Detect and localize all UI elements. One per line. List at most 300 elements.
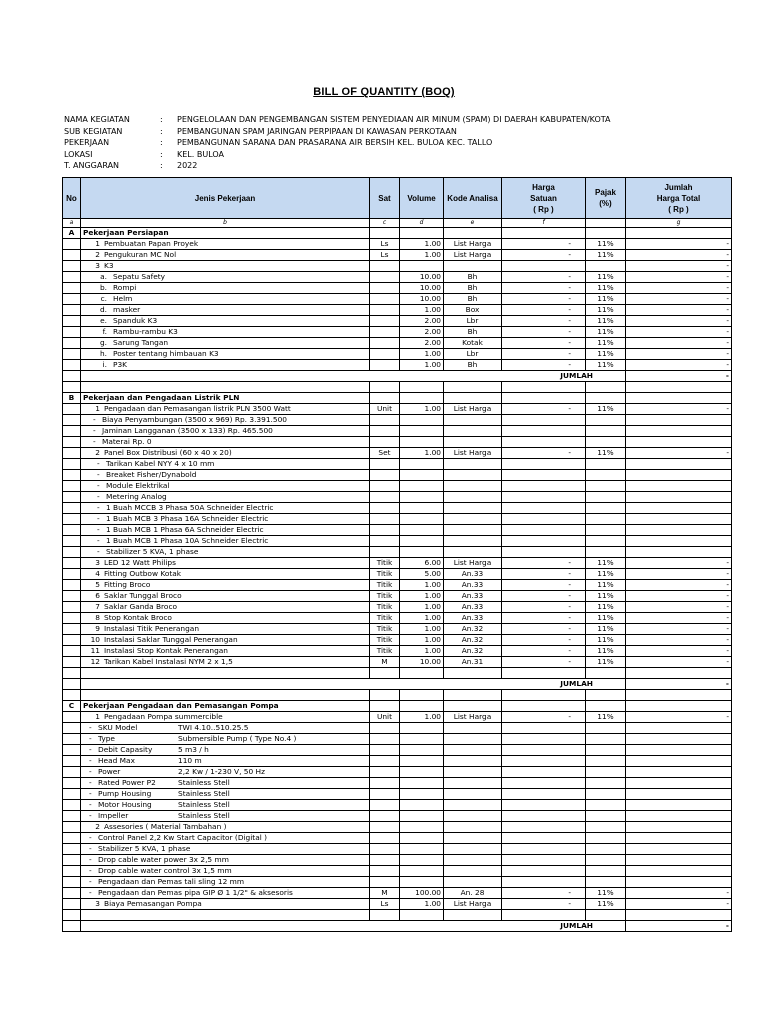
unit-price-cell xyxy=(502,844,586,855)
item-label: Tarikan Kabel Instalasi NYM 2 x 1,5 xyxy=(104,657,233,666)
empty-cell xyxy=(63,800,81,811)
volume-cell xyxy=(400,833,444,844)
item-label: 1 Buah MCB 1 Phasa 10A Schneider Electric xyxy=(106,536,269,545)
item-number: 3 xyxy=(95,558,100,567)
analysis-code-cell: List Harga xyxy=(444,250,502,261)
spec-value: 2,2 Kw / 1-230 V, 50 Hz xyxy=(178,767,265,776)
tax-cell xyxy=(586,547,626,558)
tax-cell: 11% xyxy=(586,558,626,569)
volume-cell xyxy=(400,525,444,536)
volume-cell: 1.00 xyxy=(400,899,444,910)
item-label: LED 12 Watt Philips xyxy=(104,558,176,567)
boq-table xyxy=(62,177,732,932)
unit-cell xyxy=(370,745,400,756)
unit-price-cell xyxy=(502,811,586,822)
col-header-kode: Kode Analisa xyxy=(444,178,502,219)
table-row xyxy=(63,624,732,635)
tax-cell: 11% xyxy=(586,316,626,327)
table-row xyxy=(63,316,732,327)
tax-cell xyxy=(586,514,626,525)
tax-cell: 11% xyxy=(586,580,626,591)
work-item-name xyxy=(81,437,370,448)
section-code: A xyxy=(63,228,81,239)
tax-cell xyxy=(586,503,626,514)
empty-cell xyxy=(444,690,502,701)
analysis-code-cell: An.33 xyxy=(444,580,502,591)
unit-cell xyxy=(370,767,400,778)
item-label: Breaket Fisher/Dynabold xyxy=(106,470,197,479)
total-price-cell: - xyxy=(626,712,732,723)
column-letter-row xyxy=(63,219,732,228)
meta-row xyxy=(64,160,744,172)
spec-value: 5 m3 / h xyxy=(178,745,209,754)
empty-cell xyxy=(63,283,81,294)
tax-cell: 11% xyxy=(586,305,626,316)
empty-cell xyxy=(63,503,81,514)
unit-cell: M xyxy=(370,888,400,899)
item-label: Stabilizer 5 KVA, 1 phase xyxy=(106,547,199,556)
tax-cell xyxy=(586,723,626,734)
subtotal-label: JUMLAH xyxy=(560,371,593,380)
volume-cell xyxy=(400,866,444,877)
work-item-name xyxy=(81,888,370,899)
unit-price-cell: - xyxy=(502,404,586,415)
table-row xyxy=(63,272,732,283)
empty-cell xyxy=(63,305,81,316)
unit-cell: Set xyxy=(370,448,400,459)
item-label: Spanduk K3 xyxy=(113,316,158,325)
item-number: 1 xyxy=(95,712,100,721)
table-row xyxy=(63,239,732,250)
work-item-name xyxy=(81,514,370,525)
column-letter: c xyxy=(370,219,400,228)
total-price-cell xyxy=(626,481,732,492)
table-row xyxy=(63,360,732,371)
total-price-cell: - xyxy=(626,899,732,910)
analysis-code-cell: An.32 xyxy=(444,624,502,635)
item-label: Control Panel 2,2 Kw Start Capacitor (Digital ) xyxy=(98,833,268,842)
item-label: Saklar Ganda Broco xyxy=(104,602,178,611)
unit-price-cell: - xyxy=(502,239,586,250)
unit-price-cell xyxy=(502,800,586,811)
work-item-name xyxy=(81,426,370,437)
table-row xyxy=(63,723,732,734)
empty-cell xyxy=(586,382,626,393)
unit-price-cell: - xyxy=(502,624,586,635)
unit-price-cell: - xyxy=(502,635,586,646)
meta-row xyxy=(64,137,744,149)
unit-price-cell xyxy=(502,525,586,536)
analysis-code-cell: List Harga xyxy=(444,239,502,250)
empty-cell xyxy=(502,668,586,679)
section-title: Pekerjaan Persiapan xyxy=(81,228,370,239)
table-row xyxy=(63,833,732,844)
unit-cell xyxy=(370,470,400,481)
empty-cell xyxy=(81,668,370,679)
total-price-cell: - xyxy=(626,283,732,294)
unit-price-cell: - xyxy=(502,250,586,261)
total-price-cell: - xyxy=(626,646,732,657)
unit-cell xyxy=(370,415,400,426)
dash-marker: - xyxy=(89,844,92,853)
volume-cell: 1.00 xyxy=(400,624,444,635)
item-number: 2 xyxy=(95,448,100,457)
empty-cell xyxy=(63,294,81,305)
empty-cell xyxy=(63,382,81,393)
volume-cell xyxy=(400,547,444,558)
empty-cell xyxy=(63,602,81,613)
empty-cell xyxy=(63,404,81,415)
unit-price-cell: - xyxy=(502,569,586,580)
unit-price-cell xyxy=(502,261,586,272)
meta-label: PEKERJAAN xyxy=(64,138,110,147)
volume-cell xyxy=(400,481,444,492)
empty-cell xyxy=(63,668,81,679)
volume-cell xyxy=(400,756,444,767)
work-item-name xyxy=(81,250,370,261)
spec-value: Stainless Stell xyxy=(178,800,230,809)
subtotal-value: - xyxy=(626,679,732,690)
dash-marker: - xyxy=(89,734,92,743)
unit-price-cell xyxy=(502,778,586,789)
tax-cell: 11% xyxy=(586,899,626,910)
work-item-name xyxy=(81,734,370,745)
tax-cell xyxy=(586,437,626,448)
dash-marker: - xyxy=(89,877,92,886)
tax-cell: 11% xyxy=(586,239,626,250)
dash-marker: - xyxy=(93,415,96,424)
col-header-harga xyxy=(502,178,586,219)
table-row xyxy=(63,756,732,767)
work-item-name xyxy=(81,855,370,866)
empty-cell xyxy=(586,701,626,712)
section-row xyxy=(63,701,732,712)
empty-cell xyxy=(626,382,732,393)
analysis-code-cell: Bh xyxy=(444,272,502,283)
unit-cell xyxy=(370,756,400,767)
item-number: 11 xyxy=(90,646,100,655)
unit-price-cell xyxy=(502,503,586,514)
total-price-cell xyxy=(626,547,732,558)
total-price-cell: - xyxy=(626,261,732,272)
empty-cell xyxy=(502,701,586,712)
unit-cell xyxy=(370,437,400,448)
volume-cell xyxy=(400,745,444,756)
analysis-code-cell: An.32 xyxy=(444,635,502,646)
dash-marker: - xyxy=(89,866,92,875)
work-item-name xyxy=(81,327,370,338)
volume-cell: 1.00 xyxy=(400,635,444,646)
item-label: P3K xyxy=(113,360,128,369)
column-letter: d xyxy=(400,219,444,228)
unit-price-cell xyxy=(502,415,586,426)
analysis-code-cell xyxy=(444,833,502,844)
item-number: 8 xyxy=(95,613,100,622)
table-row xyxy=(63,580,732,591)
empty-cell xyxy=(63,811,81,822)
jumlah-line: Jumlah xyxy=(664,182,693,192)
item-number: 3 xyxy=(95,899,100,908)
spec-label: SKU Model xyxy=(98,723,138,732)
tax-cell xyxy=(586,811,626,822)
item-number: 4 xyxy=(95,569,100,578)
empty-cell xyxy=(63,866,81,877)
work-item-name xyxy=(81,283,370,294)
empty-cell xyxy=(63,316,81,327)
table-row xyxy=(63,448,732,459)
dash-marker: - xyxy=(89,723,92,732)
empty-cell xyxy=(63,712,81,723)
unit-price-cell: - xyxy=(502,646,586,657)
subtotal-row xyxy=(63,921,732,932)
unit-price-cell xyxy=(502,437,586,448)
unit-price-cell: - xyxy=(502,305,586,316)
volume-cell xyxy=(400,426,444,437)
item-label: Poster tentang himbauan K3 xyxy=(113,349,219,358)
empty-cell xyxy=(370,690,400,701)
tax-cell: 11% xyxy=(586,349,626,360)
work-item-name xyxy=(81,239,370,250)
subtotal-label-cell xyxy=(81,679,626,690)
total-price-cell: - xyxy=(626,448,732,459)
unit-price-cell: - xyxy=(502,448,586,459)
item-label: Rambu-rambu K3 xyxy=(113,327,178,336)
sub-item-letter: d. xyxy=(99,305,107,314)
unit-price-cell xyxy=(502,514,586,525)
total-price-cell: - xyxy=(626,558,732,569)
analysis-code-cell xyxy=(444,459,502,470)
volume-cell: 2.00 xyxy=(400,316,444,327)
item-number: 2 xyxy=(95,250,100,259)
work-item-name xyxy=(81,789,370,800)
empty-cell xyxy=(586,910,626,921)
empty-cell xyxy=(400,668,444,679)
table-row xyxy=(63,613,732,624)
work-item-name xyxy=(81,833,370,844)
unit-cell xyxy=(370,283,400,294)
tax-cell xyxy=(586,877,626,888)
work-item-name xyxy=(81,745,370,756)
item-label: Biaya Penyambungan (3500 x 969) Rp. 3.391.500 xyxy=(102,415,287,424)
meta-label: NAMA KEGIATAN xyxy=(64,115,130,124)
empty-cell xyxy=(81,382,370,393)
work-item-name xyxy=(81,723,370,734)
dash-marker: - xyxy=(97,470,100,479)
volume-cell: 10.00 xyxy=(400,272,444,283)
meta-separator: : xyxy=(160,161,163,170)
analysis-code-cell xyxy=(444,756,502,767)
volume-cell xyxy=(400,778,444,789)
tax-cell: 11% xyxy=(586,888,626,899)
tax-cell xyxy=(586,833,626,844)
dash-marker: - xyxy=(89,789,92,798)
analysis-code-cell: An. 28 xyxy=(444,888,502,899)
work-item-name xyxy=(81,844,370,855)
tax-cell: 11% xyxy=(586,635,626,646)
empty-cell xyxy=(63,690,81,701)
spec-value: Submersible Pump ( Type No.4 ) xyxy=(178,734,297,743)
empty-cell xyxy=(626,701,732,712)
empty-cell xyxy=(81,910,370,921)
tax-cell xyxy=(586,789,626,800)
tax-cell xyxy=(586,767,626,778)
empty-cell xyxy=(63,910,81,921)
empty-cell xyxy=(63,459,81,470)
item-label: Jaminan Langganan (3500 x 133) Rp. 465.500 xyxy=(102,426,273,435)
empty-cell xyxy=(63,580,81,591)
table-row xyxy=(63,888,732,899)
volume-cell: 6.00 xyxy=(400,558,444,569)
unit-cell xyxy=(370,525,400,536)
spec-label: Debit Capasity xyxy=(98,745,153,754)
empty-cell xyxy=(63,261,81,272)
dash-marker: - xyxy=(97,503,100,512)
item-label: Instalasi Titik Penerangan xyxy=(104,624,200,633)
volume-cell: 1.00 xyxy=(400,580,444,591)
analysis-code-cell xyxy=(444,800,502,811)
work-item-name xyxy=(81,800,370,811)
table-row xyxy=(63,459,732,470)
tax-cell: 11% xyxy=(586,327,626,338)
total-price-cell: - xyxy=(626,657,732,668)
sub-item-letter: e. xyxy=(100,316,107,325)
total-price-cell xyxy=(626,734,732,745)
analysis-code-cell: Bh xyxy=(444,360,502,371)
empty-cell xyxy=(626,228,732,239)
empty-cell xyxy=(63,239,81,250)
table-row xyxy=(63,778,732,789)
work-item-name xyxy=(81,822,370,833)
analysis-code-cell xyxy=(444,734,502,745)
work-item-name xyxy=(81,261,370,272)
analysis-code-cell xyxy=(444,811,502,822)
analysis-code-cell: Box xyxy=(444,305,502,316)
table-row xyxy=(63,646,732,657)
col-header-volume: Volume xyxy=(400,178,444,219)
unit-cell xyxy=(370,360,400,371)
item-label: Drop cable water control 3x 1,5 mm xyxy=(98,866,232,875)
total-price-cell xyxy=(626,525,732,536)
table-row xyxy=(63,261,732,272)
unit-cell xyxy=(370,492,400,503)
tax-cell xyxy=(586,470,626,481)
analysis-code-cell xyxy=(444,492,502,503)
table-row xyxy=(63,712,732,723)
empty-cell xyxy=(63,745,81,756)
volume-cell: 1.00 xyxy=(400,712,444,723)
table-row xyxy=(63,877,732,888)
volume-cell xyxy=(400,470,444,481)
empty-cell xyxy=(63,448,81,459)
unit-price-cell xyxy=(502,745,586,756)
item-label: Helm xyxy=(113,294,133,303)
table-row xyxy=(63,536,732,547)
empty-cell xyxy=(63,833,81,844)
empty-cell xyxy=(63,250,81,261)
table-row xyxy=(63,822,732,833)
dash-marker: - xyxy=(89,778,92,787)
tax-cell xyxy=(586,415,626,426)
empty-cell xyxy=(444,228,502,239)
total-price-cell xyxy=(626,844,732,855)
unit-price-cell xyxy=(502,767,586,778)
empty-cell xyxy=(63,624,81,635)
unit-cell: Ls xyxy=(370,250,400,261)
unit-cell xyxy=(370,866,400,877)
unit-price-cell xyxy=(502,536,586,547)
tax-cell xyxy=(586,492,626,503)
tax-cell xyxy=(586,844,626,855)
table-row xyxy=(63,811,732,822)
meta-label: T. ANGGARAN xyxy=(64,161,120,170)
subtotal-label: JUMLAH xyxy=(560,921,593,930)
empty-cell xyxy=(63,437,81,448)
analysis-code-cell xyxy=(444,778,502,789)
table-row xyxy=(63,767,732,778)
table-row xyxy=(63,305,732,316)
empty-cell xyxy=(63,492,81,503)
col-header-jenis: Jenis Pekerjaan xyxy=(81,178,370,219)
unit-price-cell xyxy=(502,470,586,481)
item-label: Module Elektrikal xyxy=(106,481,170,490)
work-item-name xyxy=(81,811,370,822)
work-item-name xyxy=(81,492,370,503)
table-row xyxy=(63,514,732,525)
total-price-cell: - xyxy=(626,327,732,338)
tax-cell: 11% xyxy=(586,360,626,371)
analysis-code-cell xyxy=(444,481,502,492)
empty-cell xyxy=(370,228,400,239)
tax-cell: 11% xyxy=(586,569,626,580)
work-item-name xyxy=(81,877,370,888)
empty-cell xyxy=(586,668,626,679)
table-row xyxy=(63,899,732,910)
tax-cell: 11% xyxy=(586,338,626,349)
total-price-cell: - xyxy=(626,349,732,360)
unit-cell: Ls xyxy=(370,899,400,910)
col-header-jumlah xyxy=(626,178,732,219)
dash-marker: - xyxy=(89,833,92,842)
item-label: Stabilizer 5 KVA, 1 phase xyxy=(98,844,191,853)
unit-price-cell: - xyxy=(502,712,586,723)
volume-cell: 1.00 xyxy=(400,591,444,602)
meta-separator: : xyxy=(160,115,163,124)
volume-cell xyxy=(400,514,444,525)
blank-row xyxy=(63,382,732,393)
item-number: 7 xyxy=(95,602,100,611)
meta-value: 2022 xyxy=(177,161,198,170)
tax-cell xyxy=(586,745,626,756)
item-label: Pembuatan Papan Proyek xyxy=(104,239,199,248)
spec-label: Type xyxy=(98,734,115,743)
table-row xyxy=(63,525,732,536)
table-row xyxy=(63,789,732,800)
item-label: Stop Kontak Broco xyxy=(104,613,172,622)
total-price-cell xyxy=(626,822,732,833)
spec-label: Head Max xyxy=(98,756,135,765)
table-row xyxy=(63,492,732,503)
unit-price-cell: - xyxy=(502,657,586,668)
unit-price-cell xyxy=(502,822,586,833)
table-row xyxy=(63,349,732,360)
work-item-name xyxy=(81,338,370,349)
dash-marker: - xyxy=(97,536,100,545)
analysis-code-cell xyxy=(444,415,502,426)
spec-value: TWI 4.10..510.25.5 xyxy=(178,723,249,732)
empty-cell xyxy=(63,349,81,360)
harga-line: Harga xyxy=(532,182,555,192)
analysis-code-cell xyxy=(444,866,502,877)
